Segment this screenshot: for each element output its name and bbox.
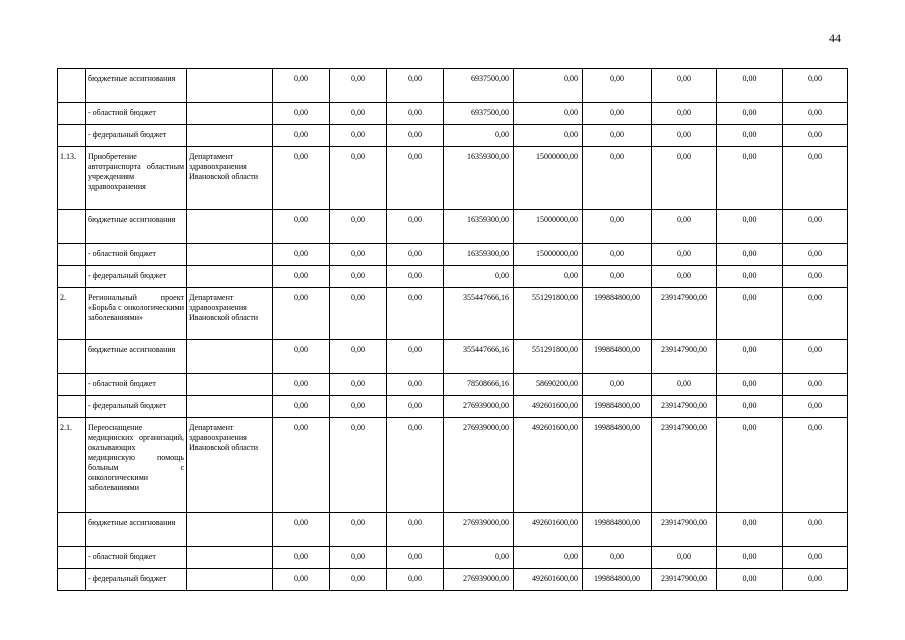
row-executor-cell xyxy=(187,340,273,374)
value-cell: 0,00 xyxy=(387,418,444,513)
row-executor-cell xyxy=(187,125,273,147)
row-name-cell: бюджетные ассигнования xyxy=(86,210,187,244)
value-cell: 0,00 xyxy=(330,418,387,513)
row-index-cell xyxy=(58,210,86,244)
value-cell: 0,00 xyxy=(717,69,783,103)
row-name-cell: - федеральный бюджет xyxy=(86,125,187,147)
value-cell: 0,00 xyxy=(387,103,444,125)
row-name-cell: бюджетные ассигнования xyxy=(86,69,187,103)
value-cell: 0,00 xyxy=(583,103,652,125)
value-cell: 0,00 xyxy=(717,374,783,396)
value-cell: 276939000,00 xyxy=(444,569,514,591)
budget-table-body xyxy=(58,69,848,591)
table-row xyxy=(58,288,848,340)
value-cell: 0,00 xyxy=(717,569,783,591)
value-cell: 355447666,16 xyxy=(444,340,514,374)
value-cell: 199884800,00 xyxy=(583,418,652,513)
row-executor-cell xyxy=(187,266,273,288)
value-cell: 0,00 xyxy=(652,103,717,125)
value-cell: 15000000,00 xyxy=(514,147,583,210)
value-cell: 0,00 xyxy=(583,125,652,147)
value-cell: 0,00 xyxy=(514,547,583,569)
row-name-cell: - областной бюджет xyxy=(86,103,187,125)
value-cell: 0,00 xyxy=(387,569,444,591)
value-cell: 0,00 xyxy=(583,374,652,396)
value-cell: 0,00 xyxy=(652,147,717,210)
value-cell: 0,00 xyxy=(717,210,783,244)
value-cell: 551291800,00 xyxy=(514,288,583,340)
value-cell: 0,00 xyxy=(652,266,717,288)
value-cell: 0,00 xyxy=(330,569,387,591)
row-executor-cell xyxy=(187,244,273,266)
value-cell: 0,00 xyxy=(783,125,848,147)
table-row xyxy=(58,147,848,210)
value-cell: 0,00 xyxy=(783,210,848,244)
value-cell: 0,00 xyxy=(717,147,783,210)
row-index-cell xyxy=(58,396,86,418)
page-number: 44 xyxy=(829,31,841,45)
value-cell: 492601600,00 xyxy=(514,569,583,591)
value-cell: 0,00 xyxy=(783,513,848,547)
value-cell: 0,00 xyxy=(783,103,848,125)
value-cell: 0,00 xyxy=(387,340,444,374)
value-cell: 0,00 xyxy=(717,103,783,125)
row-name-cell: бюджетные ассигнования xyxy=(86,513,187,547)
value-cell: 0,00 xyxy=(514,125,583,147)
value-cell: 239147900,00 xyxy=(652,396,717,418)
value-cell: 0,00 xyxy=(273,210,330,244)
value-cell: 0,00 xyxy=(387,547,444,569)
row-index-cell xyxy=(58,69,86,103)
value-cell: 0,00 xyxy=(783,418,848,513)
row-executor-cell xyxy=(187,69,273,103)
value-cell: 199884800,00 xyxy=(583,396,652,418)
value-cell: 0,00 xyxy=(783,147,848,210)
value-cell: 0,00 xyxy=(387,396,444,418)
table-row xyxy=(58,374,848,396)
value-cell: 0,00 xyxy=(387,288,444,340)
budget-table xyxy=(57,68,848,591)
table-row xyxy=(58,547,848,569)
value-cell: 0,00 xyxy=(273,125,330,147)
value-cell: 0,00 xyxy=(273,569,330,591)
value-cell: 0,00 xyxy=(330,340,387,374)
value-cell: 58690200,00 xyxy=(514,374,583,396)
value-cell: 276939000,00 xyxy=(444,513,514,547)
row-executor-cell xyxy=(187,513,273,547)
row-index-cell xyxy=(58,340,86,374)
value-cell: 239147900,00 xyxy=(652,340,717,374)
value-cell: 0,00 xyxy=(652,210,717,244)
row-executor-cell xyxy=(187,547,273,569)
table-row xyxy=(58,69,848,103)
value-cell: 0,00 xyxy=(514,69,583,103)
value-cell: 0,00 xyxy=(514,103,583,125)
table-row xyxy=(58,103,848,125)
row-index-cell xyxy=(58,513,86,547)
row-name-cell: - областной бюджет xyxy=(86,374,187,396)
value-cell: 0,00 xyxy=(583,210,652,244)
value-cell: 16359300,00 xyxy=(444,244,514,266)
value-cell: 16359300,00 xyxy=(444,210,514,244)
table-row xyxy=(58,513,848,547)
value-cell: 0,00 xyxy=(652,125,717,147)
value-cell: 199884800,00 xyxy=(583,288,652,340)
value-cell: 0,00 xyxy=(387,244,444,266)
value-cell: 0,00 xyxy=(652,244,717,266)
table-row xyxy=(58,125,848,147)
value-cell: 239147900,00 xyxy=(652,569,717,591)
value-cell: 0,00 xyxy=(330,244,387,266)
value-cell: 0,00 xyxy=(273,513,330,547)
value-cell: 492601600,00 xyxy=(514,396,583,418)
value-cell: 199884800,00 xyxy=(583,513,652,547)
row-name-cell: Переоснащение медицинских организаций, оказывающих медицинскую помощь больным с онкологическими заболеваниями xyxy=(86,418,187,513)
value-cell: 6937500,00 xyxy=(444,69,514,103)
value-cell: 0,00 xyxy=(717,418,783,513)
value-cell: 6937500,00 xyxy=(444,103,514,125)
value-cell: 0,00 xyxy=(783,547,848,569)
value-cell: 0,00 xyxy=(330,374,387,396)
value-cell: 0,00 xyxy=(330,396,387,418)
row-executor-cell xyxy=(187,210,273,244)
value-cell: 0,00 xyxy=(387,125,444,147)
value-cell: 0,00 xyxy=(273,547,330,569)
value-cell: 0,00 xyxy=(273,244,330,266)
value-cell: 0,00 xyxy=(387,266,444,288)
row-name-cell: Региональный проект «Борьба с онкологическими заболеваниями» xyxy=(86,288,187,340)
table-row xyxy=(58,569,848,591)
value-cell: 239147900,00 xyxy=(652,418,717,513)
value-cell: 0,00 xyxy=(387,69,444,103)
row-index-cell: 2. xyxy=(58,288,86,340)
value-cell: 0,00 xyxy=(717,513,783,547)
value-cell: 0,00 xyxy=(330,210,387,244)
value-cell: 0,00 xyxy=(583,547,652,569)
row-name-cell: - федеральный бюджет xyxy=(86,569,187,591)
value-cell: 0,00 xyxy=(514,266,583,288)
value-cell: 15000000,00 xyxy=(514,244,583,266)
value-cell: 0,00 xyxy=(783,69,848,103)
value-cell: 0,00 xyxy=(330,147,387,210)
value-cell: 239147900,00 xyxy=(652,513,717,547)
value-cell: 0,00 xyxy=(652,69,717,103)
value-cell: 355447666,16 xyxy=(444,288,514,340)
value-cell: 0,00 xyxy=(330,513,387,547)
value-cell: 15000000,00 xyxy=(514,210,583,244)
row-index-cell xyxy=(58,103,86,125)
value-cell: 276939000,00 xyxy=(444,396,514,418)
value-cell: 0,00 xyxy=(273,418,330,513)
value-cell: 0,00 xyxy=(717,266,783,288)
value-cell: 0,00 xyxy=(783,340,848,374)
value-cell: 0,00 xyxy=(717,288,783,340)
value-cell: 0,00 xyxy=(273,374,330,396)
value-cell: 0,00 xyxy=(583,147,652,210)
table-row xyxy=(58,418,848,513)
value-cell: 0,00 xyxy=(783,396,848,418)
value-cell: 0,00 xyxy=(444,547,514,569)
row-index-cell xyxy=(58,374,86,396)
row-executor-cell xyxy=(187,569,273,591)
value-cell: 0,00 xyxy=(273,396,330,418)
value-cell: 199884800,00 xyxy=(583,340,652,374)
value-cell: 0,00 xyxy=(273,147,330,210)
value-cell: 0,00 xyxy=(330,547,387,569)
value-cell: 0,00 xyxy=(444,125,514,147)
table-row xyxy=(58,266,848,288)
row-index-cell: 2.1. xyxy=(58,418,86,513)
row-executor-cell xyxy=(187,374,273,396)
value-cell: 0,00 xyxy=(652,547,717,569)
value-cell: 0,00 xyxy=(273,288,330,340)
value-cell: 0,00 xyxy=(583,69,652,103)
value-cell: 0,00 xyxy=(783,244,848,266)
value-cell: 0,00 xyxy=(330,288,387,340)
value-cell: 0,00 xyxy=(387,513,444,547)
value-cell: 16359300,00 xyxy=(444,147,514,210)
row-executor-cell: Департамент здравоохранения Ивановской области xyxy=(187,147,273,210)
value-cell: 0,00 xyxy=(717,396,783,418)
value-cell: 0,00 xyxy=(273,103,330,125)
row-name-cell: бюджетные ассигнования xyxy=(86,340,187,374)
value-cell: 0,00 xyxy=(783,266,848,288)
value-cell: 0,00 xyxy=(444,266,514,288)
row-index-cell: 1.13. xyxy=(58,147,86,210)
value-cell: 0,00 xyxy=(783,288,848,340)
table-row xyxy=(58,244,848,266)
value-cell: 0,00 xyxy=(783,374,848,396)
value-cell: 0,00 xyxy=(583,266,652,288)
value-cell: 0,00 xyxy=(330,266,387,288)
row-name-cell: - федеральный бюджет xyxy=(86,396,187,418)
row-name-cell: - областной бюджет xyxy=(86,244,187,266)
table-row xyxy=(58,396,848,418)
value-cell: 0,00 xyxy=(717,125,783,147)
value-cell: 0,00 xyxy=(330,125,387,147)
row-name-cell: - федеральный бюджет xyxy=(86,266,187,288)
row-name-cell: Приобретение автотранспорта областным учреждениям здравоохранения xyxy=(86,147,187,210)
row-name-cell: - областной бюджет xyxy=(86,547,187,569)
value-cell: 0,00 xyxy=(273,340,330,374)
value-cell: 551291800,00 xyxy=(514,340,583,374)
value-cell: 0,00 xyxy=(330,69,387,103)
value-cell: 0,00 xyxy=(717,244,783,266)
row-executor-cell: Департамент здравоохранения Ивановской области xyxy=(187,288,273,340)
value-cell: 0,00 xyxy=(330,103,387,125)
value-cell: 0,00 xyxy=(783,569,848,591)
table-row xyxy=(58,210,848,244)
row-index-cell xyxy=(58,244,86,266)
row-index-cell xyxy=(58,547,86,569)
table-row xyxy=(58,340,848,374)
value-cell: 0,00 xyxy=(717,340,783,374)
value-cell: 492601600,00 xyxy=(514,418,583,513)
value-cell: 0,00 xyxy=(273,69,330,103)
value-cell: 0,00 xyxy=(273,266,330,288)
value-cell: 0,00 xyxy=(717,547,783,569)
value-cell: 492601600,00 xyxy=(514,513,583,547)
value-cell: 199884800,00 xyxy=(583,569,652,591)
value-cell: 239147900,00 xyxy=(652,288,717,340)
row-executor-cell: Департамент здравоохранения Ивановской области xyxy=(187,418,273,513)
row-executor-cell xyxy=(187,103,273,125)
value-cell: 0,00 xyxy=(387,147,444,210)
row-index-cell xyxy=(58,125,86,147)
value-cell: 0,00 xyxy=(387,374,444,396)
value-cell: 0,00 xyxy=(387,210,444,244)
row-executor-cell xyxy=(187,396,273,418)
row-index-cell xyxy=(58,266,86,288)
value-cell: 78508666,16 xyxy=(444,374,514,396)
value-cell: 0,00 xyxy=(652,374,717,396)
value-cell: 276939000,00 xyxy=(444,418,514,513)
row-index-cell xyxy=(58,569,86,591)
value-cell: 0,00 xyxy=(583,244,652,266)
